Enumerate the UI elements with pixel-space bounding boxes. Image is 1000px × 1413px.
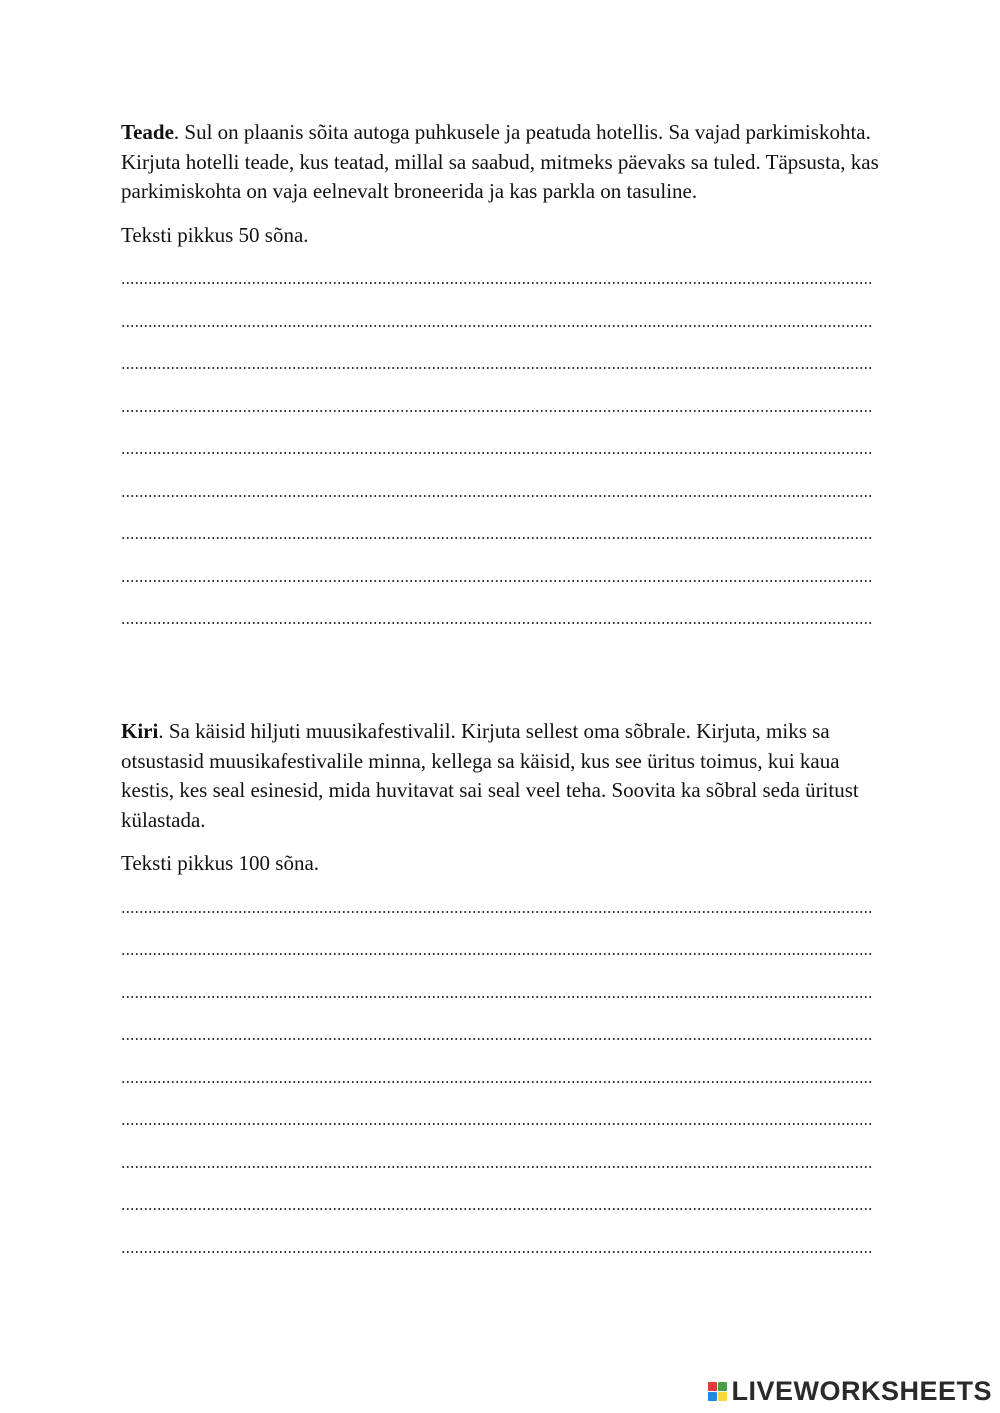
answer-line[interactable] bbox=[121, 347, 881, 390]
task-kiri bbox=[121, 717, 881, 1273]
task-text: . Sul on plaanis sõita autoga puhkusele ja peatuda hotellis. Sa vajad parkimiskohta. Kirjuta hotelli teade, kus teatad, millal sa saabud, mitmeks päevaks sa tuled. Täpsusta, kas parkimiskohta on vaja eelnevalt broneerida ja kas parkla on tasuline. bbox=[121, 120, 879, 203]
answer-line[interactable] bbox=[121, 976, 881, 1019]
text-length-note: Teksti pikkus 50 sõna. bbox=[121, 222, 309, 247]
answer-line[interactable] bbox=[121, 933, 881, 976]
watermark-text: LIVEWORKSHEETS bbox=[731, 1376, 992, 1406]
answer-line[interactable] bbox=[121, 560, 881, 603]
logo-block bbox=[708, 1382, 717, 1391]
task-title: Kiri bbox=[121, 719, 159, 743]
task-prompt bbox=[121, 118, 881, 207]
answer-line[interactable] bbox=[121, 517, 881, 560]
answer-line[interactable] bbox=[121, 602, 881, 645]
liveworksheets-logo-icon bbox=[708, 1382, 727, 1401]
answer-area[interactable] bbox=[121, 262, 881, 645]
logo-block bbox=[718, 1382, 727, 1391]
answer-line[interactable] bbox=[121, 262, 881, 305]
task-title: Teade bbox=[121, 120, 174, 144]
answer-line[interactable] bbox=[121, 1146, 881, 1189]
answer-line[interactable] bbox=[121, 891, 881, 934]
answer-line[interactable] bbox=[121, 1231, 881, 1274]
logo-block bbox=[718, 1392, 727, 1401]
answer-area[interactable] bbox=[121, 891, 881, 1274]
answer-line[interactable] bbox=[121, 305, 881, 348]
task-prompt bbox=[121, 717, 881, 835]
task-text: . Sa käisid hiljuti muusikafestivalil. Kirjuta sellest oma sõbrale. Kirjuta, miks sa otsustasid muusikafestivalile minna, kellega sa käisid, kus see üritus toimus, kui kaua kestis, kes seal esinesid, mida huvitavat sai seal veel teha. Soovita ka sõbral seda üritust külastada. bbox=[121, 719, 859, 832]
answer-line[interactable] bbox=[121, 1018, 881, 1061]
answer-line[interactable] bbox=[121, 1103, 881, 1146]
logo-block bbox=[708, 1392, 717, 1401]
answer-line[interactable] bbox=[121, 1188, 881, 1231]
answer-line[interactable] bbox=[121, 390, 881, 433]
task-teade bbox=[121, 118, 881, 645]
answer-line[interactable] bbox=[121, 475, 881, 518]
liveworksheets-watermark bbox=[708, 1376, 992, 1407]
answer-line[interactable] bbox=[121, 1061, 881, 1104]
text-length-note: Teksti pikkus 100 sõna. bbox=[121, 851, 320, 875]
answer-line[interactable] bbox=[121, 432, 881, 475]
